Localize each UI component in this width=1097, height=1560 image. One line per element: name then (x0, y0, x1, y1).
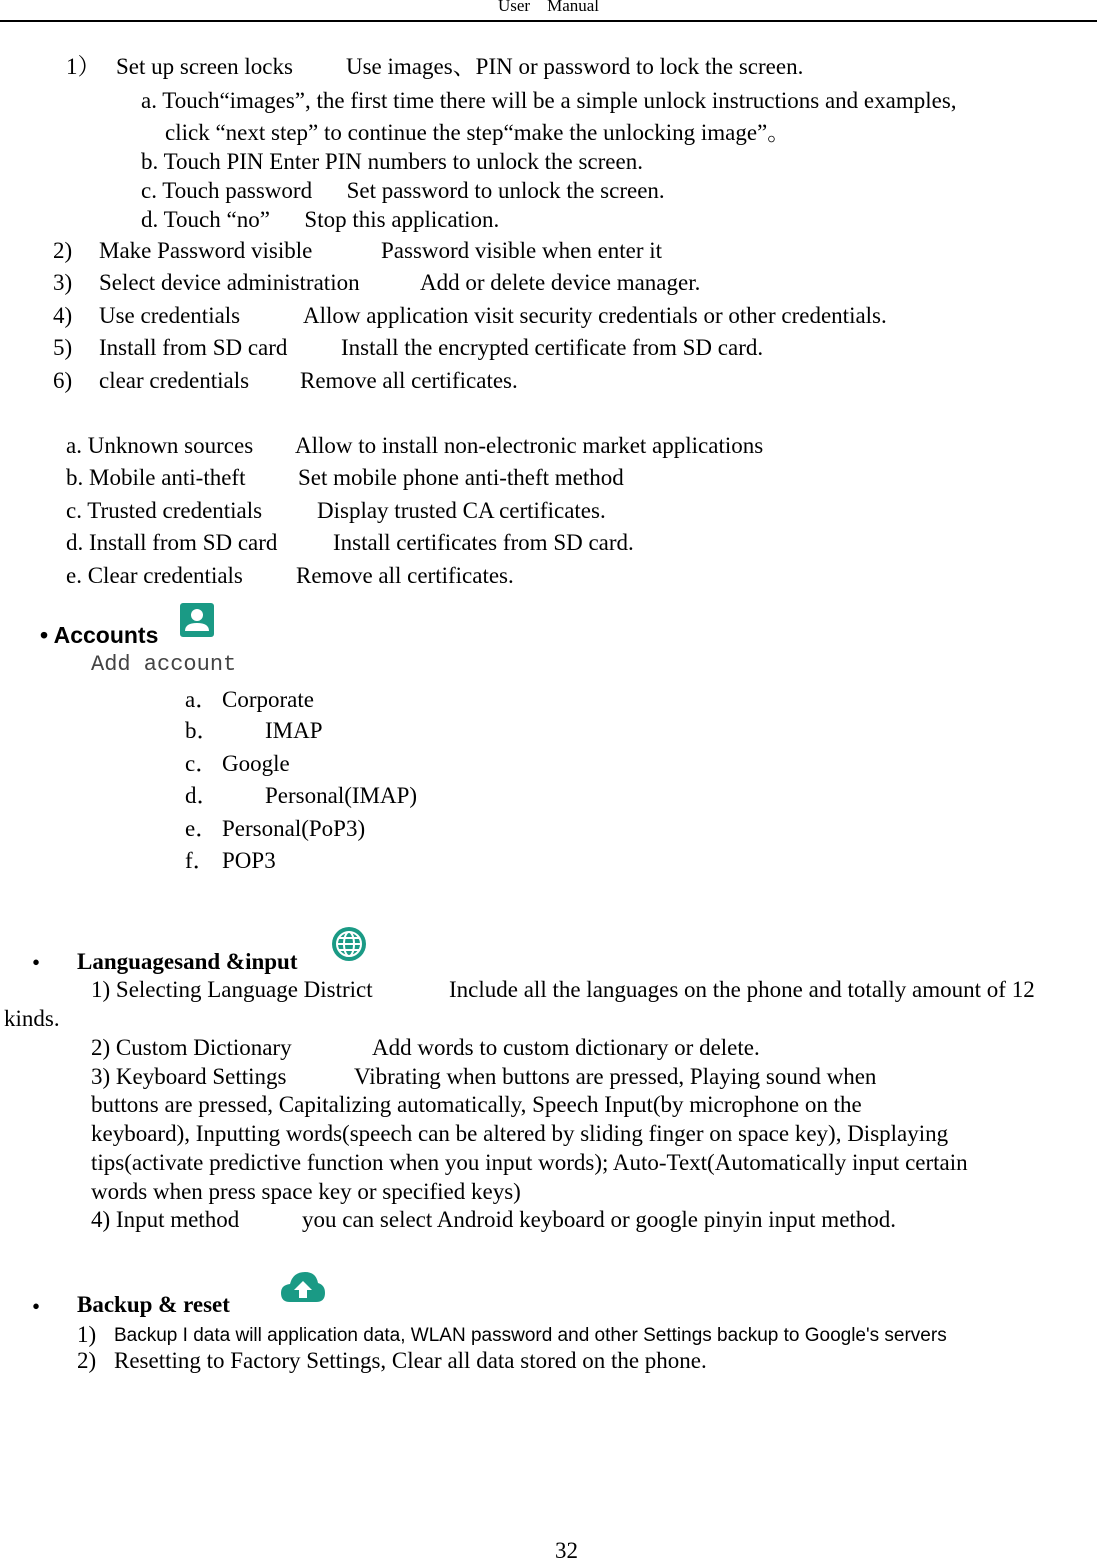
item-desc: Allow application visit security credentials or other credentials. (303, 303, 887, 328)
lock-option: click “next step” to continue the step“make the unlocking image”。 (165, 120, 791, 145)
account-letter: e． (185, 816, 219, 841)
account-letter: d． (185, 783, 220, 808)
item-label: clear credentials (99, 368, 250, 393)
item-number: 2) (77, 1348, 97, 1373)
extra-desc: Display trusted CA certificates. (317, 498, 606, 523)
lang-item-desc: buttons are pressed, Capitalizing automatically, Speech Input(by microphone on the (91, 1092, 862, 1117)
item-number: 3) (53, 270, 73, 295)
lang-item-label: 1) Selecting Language District (91, 977, 373, 1002)
lock-option: c. Touch password Set password to unlock the screen. (141, 178, 665, 203)
extra-desc: Install certificates from SD card. (333, 530, 634, 555)
account-letter: f． (185, 848, 216, 873)
item-label: Set up screen locks (116, 54, 293, 79)
item-label: Install from SD card (99, 335, 288, 360)
backup-heading: Backup & reset (77, 1292, 230, 1317)
lang-item-desc: you can select Android keyboard or google pinyin input method. (302, 1207, 897, 1232)
item-number: 1) (77, 1322, 97, 1347)
item-label: Make Password visible (99, 238, 313, 263)
item-number: 2) (53, 238, 73, 263)
lang-item-desc: words when press space key or specified keys) (91, 1179, 521, 1204)
lang-item-label: 3) Keyboard Settings (91, 1064, 287, 1089)
account-letter: b． (185, 718, 220, 743)
item-number: 6) (53, 368, 73, 393)
extra-label: d. Install from SD card (66, 530, 278, 555)
lang-item-desc: tips(activate predictive function when you input words); Auto-Text(Automatically input certain (91, 1150, 968, 1175)
item-label: Select device administration (99, 270, 360, 295)
header-rule (0, 20, 1097, 22)
extra-label: e. Clear credentials (66, 563, 243, 588)
account-type: Google (222, 751, 290, 776)
extra-desc: Allow to install non-electronic market applications (295, 433, 764, 458)
backup-item: Backup I data will application data, WLAN password and other Settings backup to Google's servers (114, 1325, 947, 1346)
item-number: 4) (53, 303, 73, 328)
item-number: 5) (53, 335, 73, 360)
lock-option: b. Touch PIN Enter PIN numbers to unlock the screen. (141, 149, 643, 174)
extra-label: b. Mobile anti-theft (66, 465, 246, 490)
lang-item-label: 4) Input method (91, 1207, 240, 1232)
extra-label: a. Unknown sources (66, 433, 254, 458)
account-letter: a． (185, 687, 219, 712)
account-letter: c． (185, 751, 219, 776)
item-desc: Use images、PIN or password to lock the screen. (346, 54, 804, 79)
accounts-heading: • Accounts (40, 622, 159, 648)
lang-item-label: 2) Custom Dictionary (91, 1035, 292, 1060)
extra-desc: Remove all certificates. (296, 563, 514, 588)
item-desc: Add or delete device manager. (420, 270, 701, 295)
account-type: Personal(PoP3) (222, 816, 366, 841)
lang-item-desc: keyboard), Inputting words(speech can be altered by sliding finger on space key), Displaying (91, 1121, 949, 1146)
account-type: POP3 (222, 848, 276, 873)
extra-desc: Set mobile phone anti-theft method (298, 465, 624, 490)
languages-heading: Languagesand &input (77, 949, 298, 974)
account-type: IMAP (265, 718, 323, 743)
lang-item-desc: Vibrating when buttons are pressed, Playing sound when (354, 1064, 877, 1089)
lang-item-desc: kinds. (4, 1006, 60, 1031)
bullet: • (32, 1294, 41, 1319)
item-label: Use credentials (99, 303, 241, 328)
account-icon (179, 603, 215, 637)
cloud-upload-icon (280, 1270, 326, 1304)
item-desc: Install the encrypted certificate from SD card. (341, 335, 764, 360)
item-desc: Remove all certificates. (300, 368, 518, 393)
lang-item-desc: Include all the languages on the phone and totally amount of 12 (449, 977, 1035, 1002)
account-type: Corporate (222, 687, 314, 712)
lock-option: a. Touch“images”, the first time there will be a simple unlock instructions and examples, (141, 88, 957, 113)
page-number: 32 (555, 1538, 578, 1560)
page-header: User Manual (497, 0, 600, 15)
lang-item-desc: Add words to custom dictionary or delete. (372, 1035, 760, 1060)
add-account-label: Add account (91, 652, 237, 677)
bullet: • (32, 950, 41, 975)
globe-icon (329, 924, 369, 964)
item-number: 1） (66, 54, 101, 79)
lock-option: d. Touch “no” Stop this application. (141, 207, 500, 232)
item-desc: Password visible when enter it (381, 238, 663, 263)
extra-label: c. Trusted credentials (66, 498, 263, 523)
account-type: Personal(IMAP) (265, 783, 418, 808)
backup-item: Resetting to Factory Settings, Clear all data stored on the phone. (114, 1348, 707, 1373)
